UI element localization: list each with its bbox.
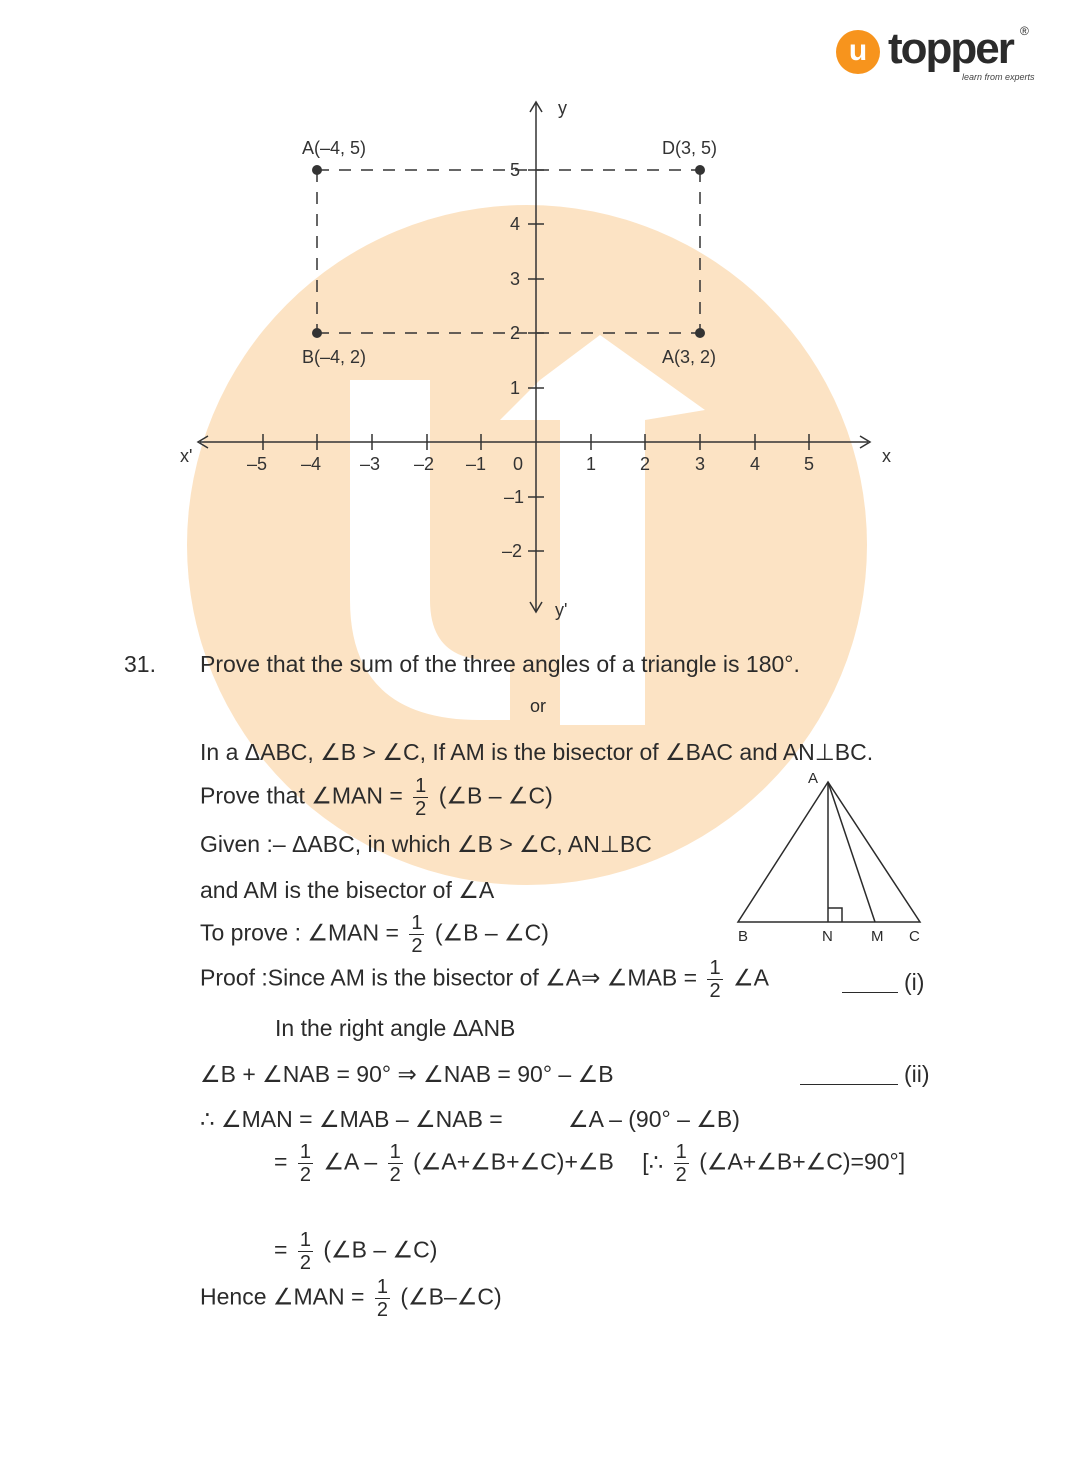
step-3-line	[274, 1230, 437, 1273]
hence-suffix: (∠B–∠C)	[400, 1283, 502, 1310]
x-tick-label: –5	[247, 454, 268, 474]
proof-line	[200, 958, 769, 1001]
question-statement: Prove that the sum of the three angles of a triangle is 180°.	[200, 651, 800, 677]
bisector-am	[828, 782, 875, 922]
step-3-eq: =	[274, 1236, 288, 1263]
x-tick-label: 5	[804, 454, 815, 474]
triangle-label-c: C	[909, 928, 920, 945]
y-tick-label: 4	[510, 214, 521, 234]
triangle-label-b: B	[738, 928, 749, 945]
proof-tag-2: (ii)	[904, 1061, 930, 1087]
x-tick-label: 0	[513, 454, 524, 474]
therefore-rhs: ∠A – (90° – ∠B)	[568, 1106, 740, 1132]
answer-blank-1	[842, 992, 898, 993]
or-separator: or	[530, 696, 547, 716]
logo-registered: ®	[1020, 24, 1029, 38]
answer-blank-2	[800, 1084, 898, 1085]
prove-that-line	[200, 776, 553, 819]
fraction-half: $\frac{1}{2}$	[299, 1229, 311, 1274]
logo-mark: u	[836, 30, 880, 74]
x-tick-label: –4	[301, 454, 322, 474]
triangle-diagram	[730, 770, 930, 930]
x-tick-label: 4	[750, 454, 761, 474]
line-ii: ∠B + ∠NAB = 90° ⇒ ∠NAB = 90° – ∠B	[200, 1061, 614, 1087]
prove-prefix: Prove that ∠MAN =	[200, 782, 403, 809]
point-c	[695, 328, 705, 338]
step-2-b: (∠A+∠B+∠C)+∠B	[413, 1148, 614, 1175]
y-tick-label: 5	[510, 160, 521, 180]
triangle-label-n: N	[822, 928, 833, 945]
x-tick-label: –3	[360, 454, 381, 474]
step-2-a: ∠A –	[323, 1148, 378, 1175]
right-angle-mark	[828, 908, 842, 922]
fraction-half: $\frac{1}{2}$	[376, 1276, 388, 1321]
x-tick-label: 2	[640, 454, 651, 474]
y-axis-neg-label: y'	[555, 600, 568, 620]
logo-word: topper	[888, 24, 1013, 73]
y-tick-label: –2	[502, 541, 523, 561]
coordinate-graph	[0, 0, 1075, 640]
y-tick-label: –1	[504, 487, 525, 507]
hence-line	[200, 1277, 502, 1320]
step-2-eq: =	[274, 1148, 288, 1175]
proof-suffix: ∠A	[732, 964, 769, 991]
rectangle-dashed	[317, 170, 700, 333]
point-a-label: A(–4, 5)	[302, 138, 367, 158]
x-tick-label: –2	[414, 454, 435, 474]
logo-tagline: learn from experts	[962, 72, 1035, 82]
proof-tag-1: (i)	[904, 969, 925, 995]
to-prove-line	[200, 913, 549, 956]
given-line-1: Given :– ΔABC, in which ∠B > ∠C, AN⊥BC	[200, 831, 652, 857]
question-number: 31.	[124, 651, 156, 677]
fraction-half: $\frac{1}{2}$	[675, 1141, 687, 1186]
step-3-rest: (∠B – ∠C)	[323, 1236, 438, 1263]
fraction-half: $\frac{1}{2}$	[411, 912, 423, 957]
step-2-bracket-rest: (∠A+∠B+∠C)=90°]	[699, 1148, 906, 1175]
point-b-label: B(–4, 2)	[302, 347, 367, 367]
x-tick-label: –1	[466, 454, 487, 474]
y-tick-label: 3	[510, 269, 521, 289]
given-line-2: and AM is the bisector of ∠A	[200, 877, 495, 903]
triangle-label-a: A	[808, 770, 819, 787]
fraction-half: $\frac{1}{2}$	[389, 1141, 401, 1186]
point-d	[695, 165, 705, 175]
x-tick-label: 3	[695, 454, 706, 474]
step-2-line	[274, 1142, 905, 1185]
therefore-line: ∴ ∠MAN = ∠MAB – ∠NAB =	[200, 1106, 503, 1132]
x-tick-label: 1	[586, 454, 597, 474]
prove-suffix: (∠B – ∠C)	[438, 782, 553, 809]
point-c-label: A(3, 2)	[662, 347, 717, 367]
triangle-label-m: M	[871, 928, 884, 945]
to-prove-prefix: To prove : ∠MAN =	[200, 919, 399, 946]
alt-statement: In a ΔABC, ∠B > ∠C, If AM is the bisector of ∠BAC and AN⊥BC.	[200, 739, 874, 765]
fraction-half: $\frac{1}{2}$	[415, 775, 427, 820]
step-2-bracket-open: [∴	[642, 1148, 664, 1175]
x-axis-neg-label: x'	[180, 446, 193, 466]
triangle-abc	[738, 782, 920, 922]
hence-prefix: Hence ∠MAN =	[200, 1283, 365, 1310]
point-a	[312, 165, 322, 175]
point-d-label: D(3, 5)	[662, 138, 718, 158]
to-prove-suffix: (∠B – ∠C)	[434, 919, 549, 946]
point-b	[312, 328, 322, 338]
y-tick-label: 2	[510, 323, 521, 343]
right-angle-line: In the right angle ΔANB	[275, 1015, 516, 1041]
proof-prefix: Proof :Since AM is the bisector of ∠A⇒ ∠MAB =	[200, 964, 698, 991]
fraction-half: $\frac{1}{2}$	[709, 957, 721, 1002]
fraction-half: $\frac{1}{2}$	[299, 1141, 311, 1186]
y-axis-label: y	[558, 98, 567, 118]
y-tick-label: 1	[510, 378, 521, 398]
x-axis-label: x	[882, 446, 891, 466]
